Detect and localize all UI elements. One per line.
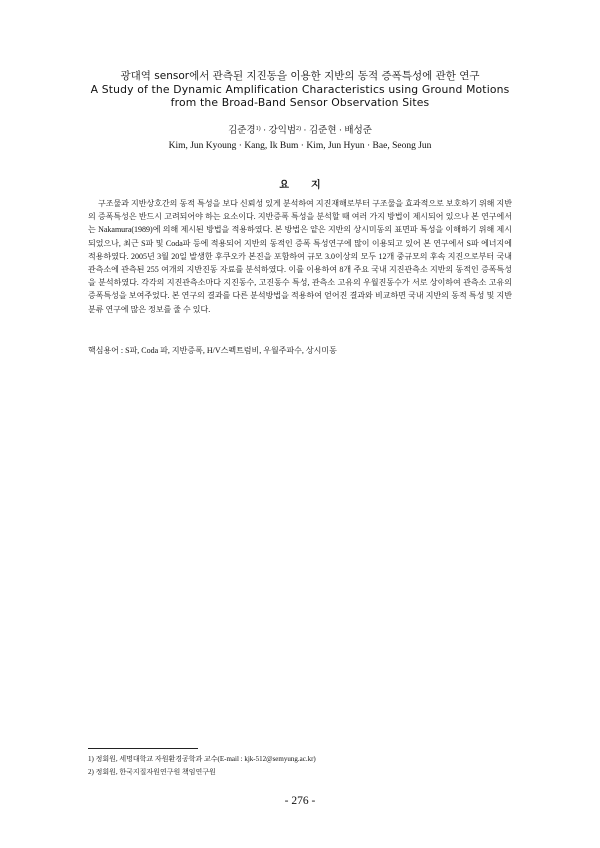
keywords: 핵심용어 : S파, Coda 파, 지반증폭, H/V스펙트럼비, 우월주파수, 상시미동	[88, 346, 337, 355]
title-english-line-2: from the Broad-Band Sensor Observation Sites	[170, 96, 430, 109]
abstract-body: 구조물과 지반상호간의 동적 특성을 보다 신뢰성 있게 분석하여 지진재해로부터 구조물을 효과적으로 보호하기 위해 지반의 증폭특성은 반드시 고려되어야 하는 요소이다. 지반증폭 특성을 분석할 때 여러 가지 방법이 제시되어 있으나 본 연구에서는 Nakamura(1989)에 의해 제시된 방법을 적용하였다. 본 방법은 얕은 지반의 상시미동의 표면파 특성을 이해하기 위해 제시되었으나, 최근 S파 및 Coda파 등에 적용되어 지반의 동적인 증폭 특성연구에 많이 이용되고 있어 본 연구에서 S파 에너지에 적용하였다. 2005년 3월 20일 발생한 후쿠오카 본진을 포함하여 규모 3.0이상의 모두 12개 중규모의 후속 지진으로부터 국내 관측소에 관측된 255 여개의 지반진동 자료를 분석하였다. 이를 이용하여 8개 주요 국내 지진관측소 지반의 동적인 증폭특성을 분석하였다. 각각의 지진관측소마다 지진동수, 고진동수 특성, 관측소 고유의 우월진동수가 서로 상이하여 관측소 고유의 증폭특성을 보여주었다. 본 연구의 결과를 다른 분석방법을 적용하여 얻어진 결과와 비교하면 국내 지반의 동적 특성 및 지반분류 연구에 많은 정보를 줄 수 있다.	[88, 199, 512, 314]
title-english	[0, 83, 600, 109]
title-korean: 광대역 sensor에서 관측된 지진동을 이용한 지반의 동적 증폭특성에 관한 연구	[120, 70, 480, 82]
author-separator: ·	[260, 126, 269, 136]
author-1-footnote-mark: 1)	[255, 126, 261, 132]
footnotes	[88, 753, 512, 779]
footnote-2: 2) 정회원, 한국지질자원연구원 책임연구원	[88, 768, 216, 776]
authors-english: Kim, Jun Kyoung · Kang, Ik Bum · Kim, Jun Hyun · Bae, Seong Jun	[168, 141, 432, 151]
author-2-footnote-mark: 2)	[296, 126, 302, 132]
abstract-heading: 요지	[279, 180, 343, 191]
footnote-1: 1) 정회원, 세명대학교 자원환경공학과 교수(E-mail : kjk-512@semyung.ac.kr)	[88, 755, 316, 763]
author-2-name: 강익범	[268, 126, 297, 136]
title-english-line-1: A Study of the Dynamic Amplification Characteristics using Ground Motions	[90, 83, 510, 96]
authors-korean	[0, 125, 600, 138]
author-1-name: 김준경	[228, 126, 256, 136]
page-number: - 276 -	[284, 795, 316, 807]
other-authors: · 김준현 · 배성준	[301, 126, 372, 136]
footnote-divider	[88, 748, 198, 749]
